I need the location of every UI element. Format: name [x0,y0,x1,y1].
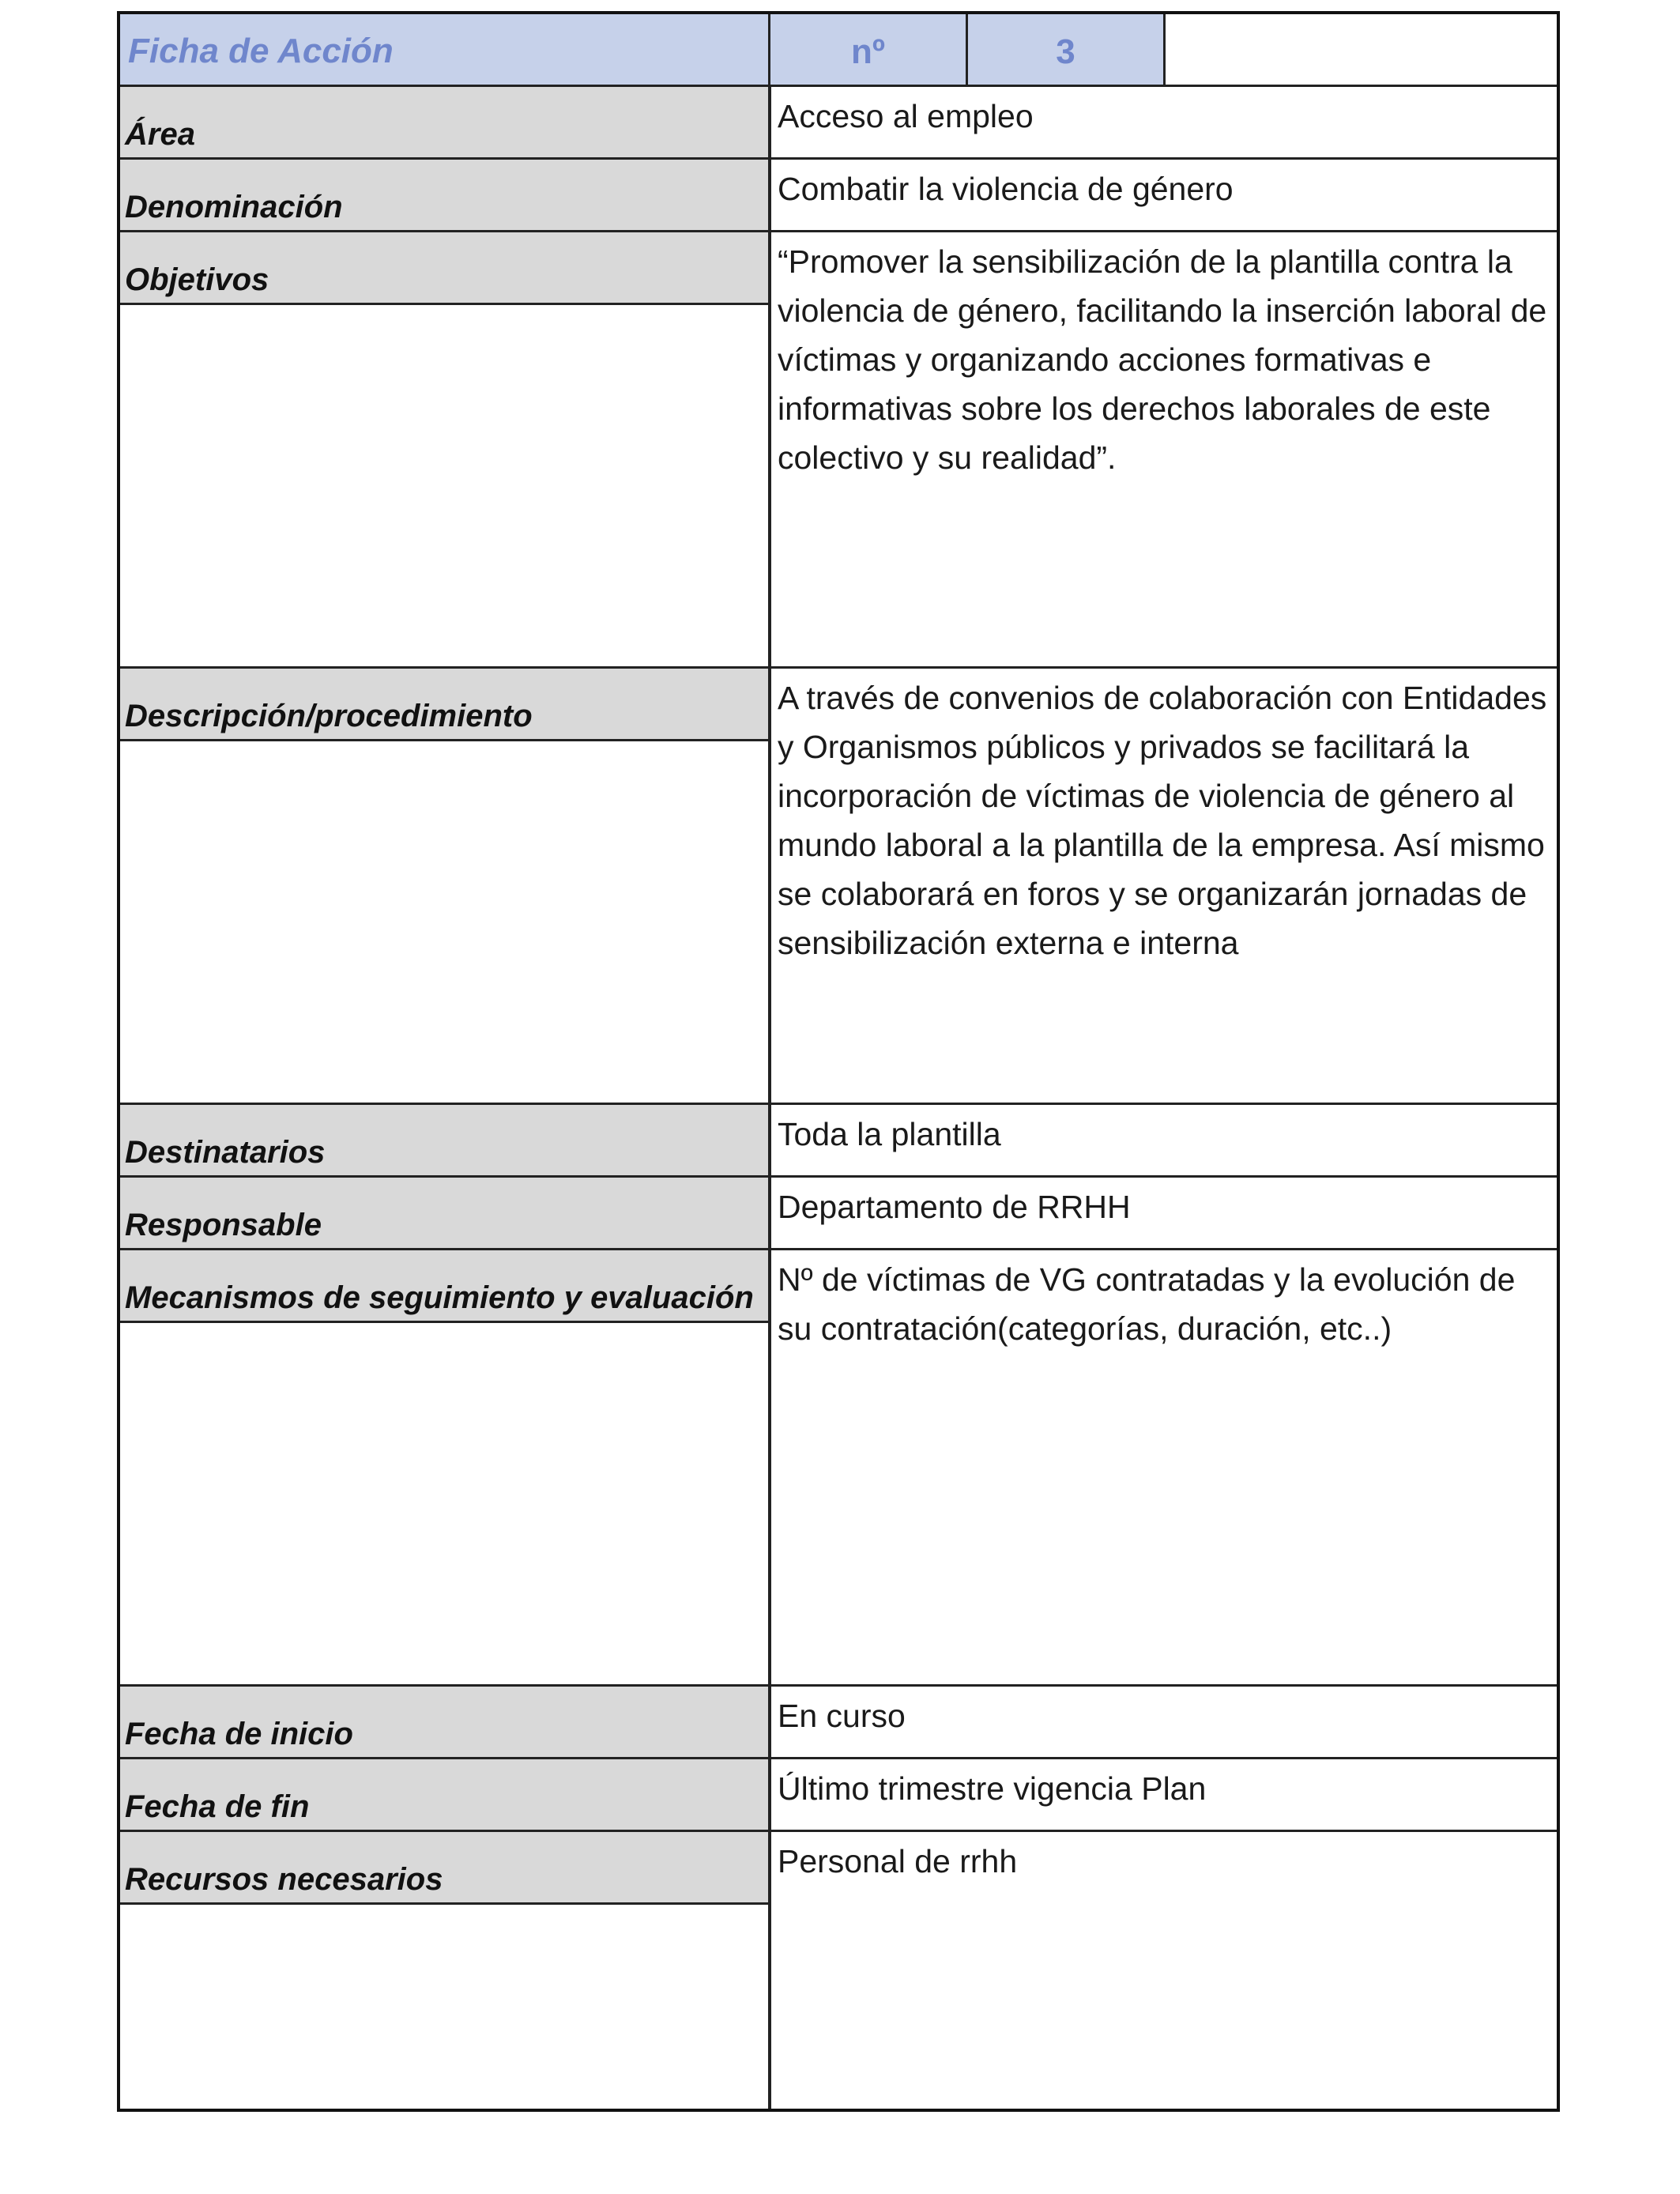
value-mecanismos: Nº de víctimas de VG contratadas y la evolución de su contratación(categorías, duración, etc..) [770,1250,1557,1687]
value-recursos: Personal de rrhh [770,1832,1557,2109]
label-descripcion: Descripción/procedimiento [120,669,770,741]
label-denominacion: Denominación [120,160,770,232]
number-value: 3 [968,14,1166,87]
value-area: Acceso al empleo [770,87,1557,160]
value-objetivos: “Promover la sensibilización de la plantilla contra la violencia de género, facilitando la inserción laboral de víctimas y organizando acciones formativas e informativas sobre los derechos laborales de este colectivo y su realidad”. [770,232,1557,669]
value-fecha-inicio: En curso [770,1687,1557,1759]
label-responsable: Responsable [120,1178,770,1250]
value-destinatarios: Toda la plantilla [770,1105,1557,1178]
label-area: Área [120,87,770,160]
descripcion-blank [120,741,770,1105]
value-fecha-fin: Último trimestre vigencia Plan [770,1759,1557,1832]
label-fecha-inicio: Fecha de inicio [120,1687,770,1759]
value-descripcion: A través de convenios de colaboración con Entidades y Organismos públicos y privados se facilitará la incorporación de víctimas de violencia de género al mundo laboral a la plantilla de la empresa. Así mismo se colaborará en foros y se organizarán jornadas de sensibilización externa e interna [770,669,1557,1105]
action-sheet [117,11,1560,2112]
label-objetivos: Objetivos [120,232,770,305]
recursos-blank [120,1905,770,2109]
label-recursos: Recursos necesarios [120,1832,770,1905]
label-destinatarios: Destinatarios [120,1105,770,1178]
number-label: nº [770,14,968,87]
sheet-title: Ficha de Acción [120,14,770,87]
header-empty-cell [1166,14,1557,87]
label-fecha-fin: Fecha de fin [120,1759,770,1832]
value-responsable: Departamento de RRHH [770,1178,1557,1250]
value-denominacion: Combatir la violencia de género [770,160,1557,232]
label-mecanismos: Mecanismos de seguimiento y evaluación [120,1250,770,1323]
objetivos-blank [120,305,770,669]
mecanismos-blank [120,1323,770,1687]
